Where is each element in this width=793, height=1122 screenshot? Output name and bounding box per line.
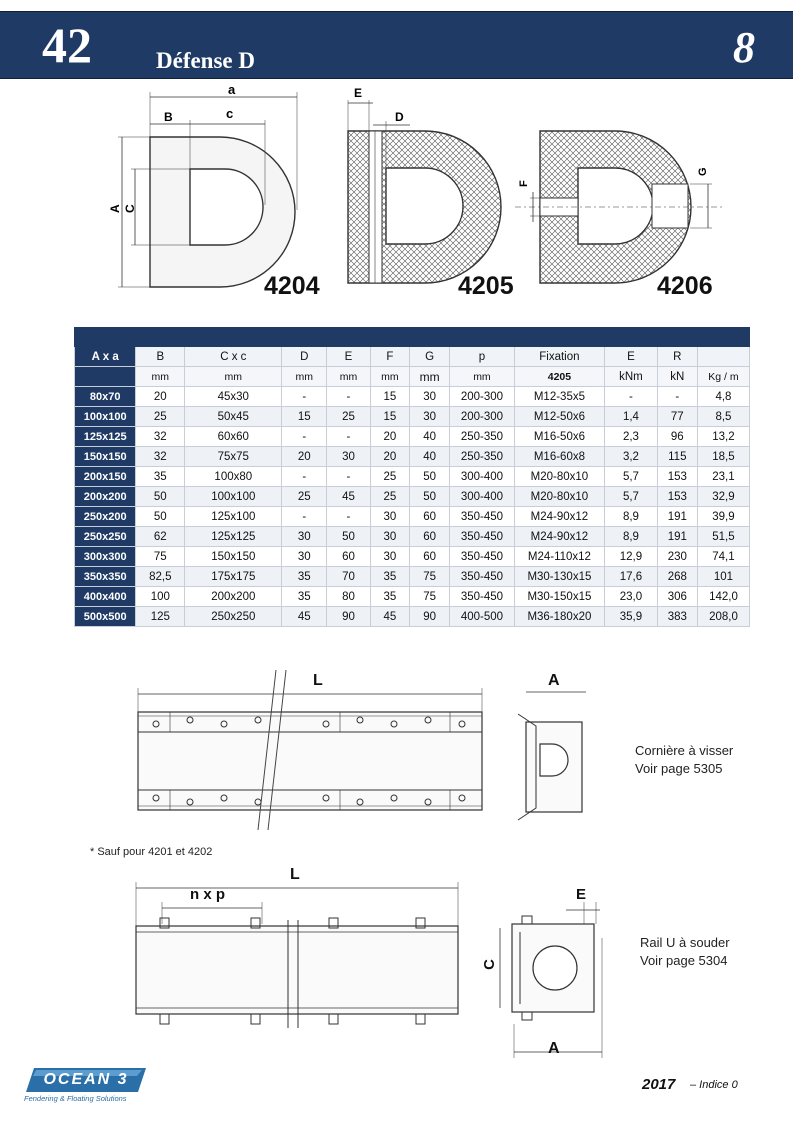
table-cell: 50 xyxy=(136,487,185,507)
col-header: D xyxy=(282,347,327,367)
table-cell: M12-50x6 xyxy=(514,407,605,427)
table-cell: M36-180x20 xyxy=(514,607,605,627)
drawing-4205 xyxy=(348,100,501,283)
table-cell: 40 xyxy=(409,427,449,447)
table-cell: 50x45 xyxy=(185,407,282,427)
dim-E-label: E xyxy=(354,86,363,100)
unit-cell: mm xyxy=(185,367,282,387)
chapter-number: 42 xyxy=(42,17,92,73)
table-cell: 80 xyxy=(327,587,371,607)
table-cell: 1,4 xyxy=(605,407,658,427)
unit-cell: kN xyxy=(657,367,697,387)
size-cell: 250x250 xyxy=(75,527,136,547)
table-cell: 75 xyxy=(409,567,449,587)
table-cell: 100x80 xyxy=(185,467,282,487)
dim-c-label: c xyxy=(226,106,234,121)
table-cell: 125 xyxy=(136,607,185,627)
dim-A-label: A xyxy=(108,204,122,213)
table-cell: 15 xyxy=(282,407,327,427)
dim-nxp-label: n x p xyxy=(190,886,226,903)
size-cell: 250x200 xyxy=(75,507,136,527)
table-cell: 60x60 xyxy=(185,427,282,447)
table-cell: 77 xyxy=(657,407,697,427)
table-cell: 153 xyxy=(657,467,697,487)
table-row xyxy=(75,487,750,507)
table-row xyxy=(75,387,750,407)
table-cell: 20 xyxy=(282,447,327,467)
ocean3-logo-text: OCEAN 3 xyxy=(43,1071,129,1088)
dim-C-label: C xyxy=(123,204,137,213)
table-cell: 300-400 xyxy=(450,467,514,487)
table-cell: 191 xyxy=(657,527,697,547)
rail-note-line1: Rail U à souder xyxy=(640,935,730,950)
table-cell: 45x30 xyxy=(185,387,282,407)
table-cell: 25 xyxy=(327,407,371,427)
table-cell: 250-350 xyxy=(450,427,514,447)
dim-L-label: L xyxy=(313,672,323,689)
table-cell: - xyxy=(657,387,697,407)
table-cell: 142,0 xyxy=(697,587,749,607)
table-cell: 5,7 xyxy=(605,487,658,507)
table-cell: 306 xyxy=(657,587,697,607)
table-cell: 200-300 xyxy=(450,407,514,427)
table-cell: M30-150x15 xyxy=(514,587,605,607)
table-cell: 115 xyxy=(657,447,697,467)
table-row xyxy=(75,587,750,607)
col-header: Fixation xyxy=(514,347,605,367)
table-cell: 350-450 xyxy=(450,527,514,547)
table-row xyxy=(75,427,750,447)
table-cell: 350-450 xyxy=(450,547,514,567)
table-cell: M24-110x12 xyxy=(514,547,605,567)
table-cell: 30 xyxy=(409,387,449,407)
dim-L-label: L xyxy=(290,866,300,883)
page-title: Défense D xyxy=(156,48,255,73)
table-cell: 350-450 xyxy=(450,507,514,527)
table-cell: 125x100 xyxy=(185,507,282,527)
table-cell: 70 xyxy=(327,567,371,587)
table-cell: 400-500 xyxy=(450,607,514,627)
rail-note-line2: Voir page 5304 xyxy=(640,953,728,968)
table-cell: 82,5 xyxy=(136,567,185,587)
table-row xyxy=(75,467,750,487)
unit-cell: kNm xyxy=(605,367,658,387)
table-cell: - xyxy=(327,507,371,527)
table-cell: 23,1 xyxy=(697,467,749,487)
table-cell: 75x75 xyxy=(185,447,282,467)
table-cell: 45 xyxy=(282,607,327,627)
table-cell: 35 xyxy=(370,567,409,587)
table-cell: 268 xyxy=(657,567,697,587)
table-cell: 51,5 xyxy=(697,527,749,547)
table-cell: 30 xyxy=(327,447,371,467)
table-cell: 75 xyxy=(136,547,185,567)
table-cell: 191 xyxy=(657,507,697,527)
col-header: G xyxy=(409,347,449,367)
col-header: p xyxy=(450,347,514,367)
table-cell: 30 xyxy=(370,547,409,567)
table-cell: 30 xyxy=(282,527,327,547)
table-cell: 60 xyxy=(409,527,449,547)
footer-year: 2017 xyxy=(642,1076,676,1093)
col-header xyxy=(697,347,749,367)
dim-A-label: A xyxy=(548,1040,560,1057)
table-cell: 50 xyxy=(409,467,449,487)
figure-label-4206: 4206 xyxy=(657,272,713,300)
corniere-note xyxy=(635,742,733,778)
table-cell: 39,9 xyxy=(697,507,749,527)
table-cell: 35 xyxy=(136,467,185,487)
table-cell: 300-400 xyxy=(450,487,514,507)
table-cell: - xyxy=(327,427,371,447)
table-cell: 175x175 xyxy=(185,567,282,587)
table-cell: - xyxy=(605,387,658,407)
table-cell: M16-60x8 xyxy=(514,447,605,467)
table-cell: M12-35x5 xyxy=(514,387,605,407)
dim-C-label: C xyxy=(480,959,498,970)
table-cell: - xyxy=(327,467,371,487)
dim-A-label: A xyxy=(548,672,560,689)
table-cell: 200x200 xyxy=(185,587,282,607)
table-cell: 35,9 xyxy=(605,607,658,627)
size-cell: 500x500 xyxy=(75,607,136,627)
size-cell: 125x125 xyxy=(75,427,136,447)
table-cell: 30 xyxy=(282,547,327,567)
col-header: E xyxy=(327,347,371,367)
unit-cell: mm xyxy=(282,367,327,387)
table-cell: 17,6 xyxy=(605,567,658,587)
table-cell: 25 xyxy=(282,487,327,507)
table-cell: 13,2 xyxy=(697,427,749,447)
table-cell: 153 xyxy=(657,487,697,507)
table-cell: 383 xyxy=(657,607,697,627)
table-cell: 15 xyxy=(370,407,409,427)
table-cell: - xyxy=(327,387,371,407)
unit-cell: mm xyxy=(370,367,409,387)
unit-cell: Kg / m xyxy=(697,367,749,387)
table-cell: 200-300 xyxy=(450,387,514,407)
table-cell: 35 xyxy=(282,567,327,587)
rail-note xyxy=(640,934,730,970)
table-row xyxy=(75,547,750,567)
table-cell: 62 xyxy=(136,527,185,547)
size-cell: 100x100 xyxy=(75,407,136,427)
unit-cell: mm xyxy=(450,367,514,387)
table-units-row xyxy=(75,367,750,387)
table-header-row xyxy=(75,347,750,367)
table-cell: M30-130x15 xyxy=(514,567,605,587)
table-cell: 5,7 xyxy=(605,467,658,487)
corniere-note-line2: Voir page 5305 xyxy=(635,761,723,776)
spec-table xyxy=(74,327,750,627)
table-cell: 250-350 xyxy=(450,447,514,467)
dim-D-label: D xyxy=(395,110,404,124)
table-row xyxy=(75,567,750,587)
size-cell: 200x200 xyxy=(75,487,136,507)
table-cell: 60 xyxy=(409,507,449,527)
figure-label-4205: 4205 xyxy=(458,272,514,300)
table-cell: 2,3 xyxy=(605,427,658,447)
unit-cell: 4205 xyxy=(514,367,605,387)
drawing-4204 xyxy=(118,92,297,287)
unit-cell: mm xyxy=(136,367,185,387)
table-cell: 40 xyxy=(409,447,449,467)
table-cell: 20 xyxy=(370,447,409,467)
table-row xyxy=(75,447,750,467)
table-cell: - xyxy=(282,507,327,527)
table-cell: 350-450 xyxy=(450,587,514,607)
dim-E-label: E xyxy=(576,886,587,903)
figure-label-4204: 4204 xyxy=(264,272,320,300)
table-cell: 100x100 xyxy=(185,487,282,507)
table-cell: 12,9 xyxy=(605,547,658,567)
table-cell: 90 xyxy=(327,607,371,627)
size-cell: 400x400 xyxy=(75,587,136,607)
table-cell: 100 xyxy=(136,587,185,607)
table-cell: 125x125 xyxy=(185,527,282,547)
col-header: E xyxy=(605,347,658,367)
table-cell: 8,5 xyxy=(697,407,749,427)
table-cell: 8,9 xyxy=(605,527,658,547)
table-cell: 60 xyxy=(327,547,371,567)
table-cell: M20-80x10 xyxy=(514,487,605,507)
footer-index: – Indice 0 xyxy=(690,1079,738,1091)
table-row xyxy=(75,507,750,527)
table-cell: 18,5 xyxy=(697,447,749,467)
table-cell: 35 xyxy=(370,587,409,607)
table-title-band xyxy=(75,328,750,347)
size-cell: 80x70 xyxy=(75,387,136,407)
table-cell: 23,0 xyxy=(605,587,658,607)
table-cell: 32 xyxy=(136,447,185,467)
table-cell: 25 xyxy=(370,467,409,487)
table-cell: 30 xyxy=(409,407,449,427)
table-cell: 4,8 xyxy=(697,387,749,407)
table-cell: 230 xyxy=(657,547,697,567)
table-row xyxy=(75,607,750,627)
table-cell: M16-50x6 xyxy=(514,427,605,447)
table-cell: 25 xyxy=(370,487,409,507)
table-cell: 96 xyxy=(657,427,697,447)
table-cell: 90 xyxy=(409,607,449,627)
unit-cell xyxy=(75,367,136,387)
table-cell: 30 xyxy=(370,527,409,547)
table-cell: 8,9 xyxy=(605,507,658,527)
col-header: F xyxy=(370,347,409,367)
table-cell: 350-450 xyxy=(450,567,514,587)
table-cell: 250x250 xyxy=(185,607,282,627)
table-cell: 20 xyxy=(136,387,185,407)
table-cell: 20 xyxy=(370,427,409,447)
table-cell: M20-80x10 xyxy=(514,467,605,487)
table-cell: 30 xyxy=(370,507,409,527)
table-cell: M24-90x12 xyxy=(514,507,605,527)
unit-cell: mm xyxy=(409,367,449,387)
drawing-4206 xyxy=(515,131,725,283)
table-cell: 74,1 xyxy=(697,547,749,567)
size-cell: 200x150 xyxy=(75,467,136,487)
table-cell: 45 xyxy=(327,487,371,507)
table-row xyxy=(75,527,750,547)
table-cell: 75 xyxy=(409,587,449,607)
size-cell: 350x350 xyxy=(75,567,136,587)
table-cell: 3,2 xyxy=(605,447,658,467)
table-cell: 32,9 xyxy=(697,487,749,507)
table-cell: 208,0 xyxy=(697,607,749,627)
table-cell: - xyxy=(282,387,327,407)
col-header: C x c xyxy=(185,347,282,367)
dim-B-label: B xyxy=(164,110,173,124)
table-cell: 35 xyxy=(282,587,327,607)
section-number: 8 xyxy=(733,23,755,72)
footnote: * Sauf pour 4201 et 4202 xyxy=(90,846,213,858)
table-cell: 32 xyxy=(136,427,185,447)
size-cell: 300x300 xyxy=(75,547,136,567)
table-cell: - xyxy=(282,427,327,447)
table-cell: 15 xyxy=(370,387,409,407)
dim-G-label: G xyxy=(697,167,709,176)
col-header: R xyxy=(657,347,697,367)
table-row xyxy=(75,407,750,427)
table-cell: 60 xyxy=(409,547,449,567)
dim-a-label: a xyxy=(228,82,236,97)
table-cell: 25 xyxy=(136,407,185,427)
table-cell: 50 xyxy=(327,527,371,547)
table-cell: 150x150 xyxy=(185,547,282,567)
table-cell: 50 xyxy=(136,507,185,527)
col-header: A x a xyxy=(75,347,136,367)
unit-cell: mm xyxy=(327,367,371,387)
col-header: B xyxy=(136,347,185,367)
size-cell: 150x150 xyxy=(75,447,136,467)
table-cell: 101 xyxy=(697,567,749,587)
table-cell: - xyxy=(282,467,327,487)
table-cell: 45 xyxy=(370,607,409,627)
corniere-note-line1: Cornière à visser xyxy=(635,743,734,758)
dim-F-label: F xyxy=(518,180,530,187)
table-cell: M24-90x12 xyxy=(514,527,605,547)
table-cell: 50 xyxy=(409,487,449,507)
ocean3-tagline: Fendering & Floating Solutions xyxy=(24,1094,127,1103)
